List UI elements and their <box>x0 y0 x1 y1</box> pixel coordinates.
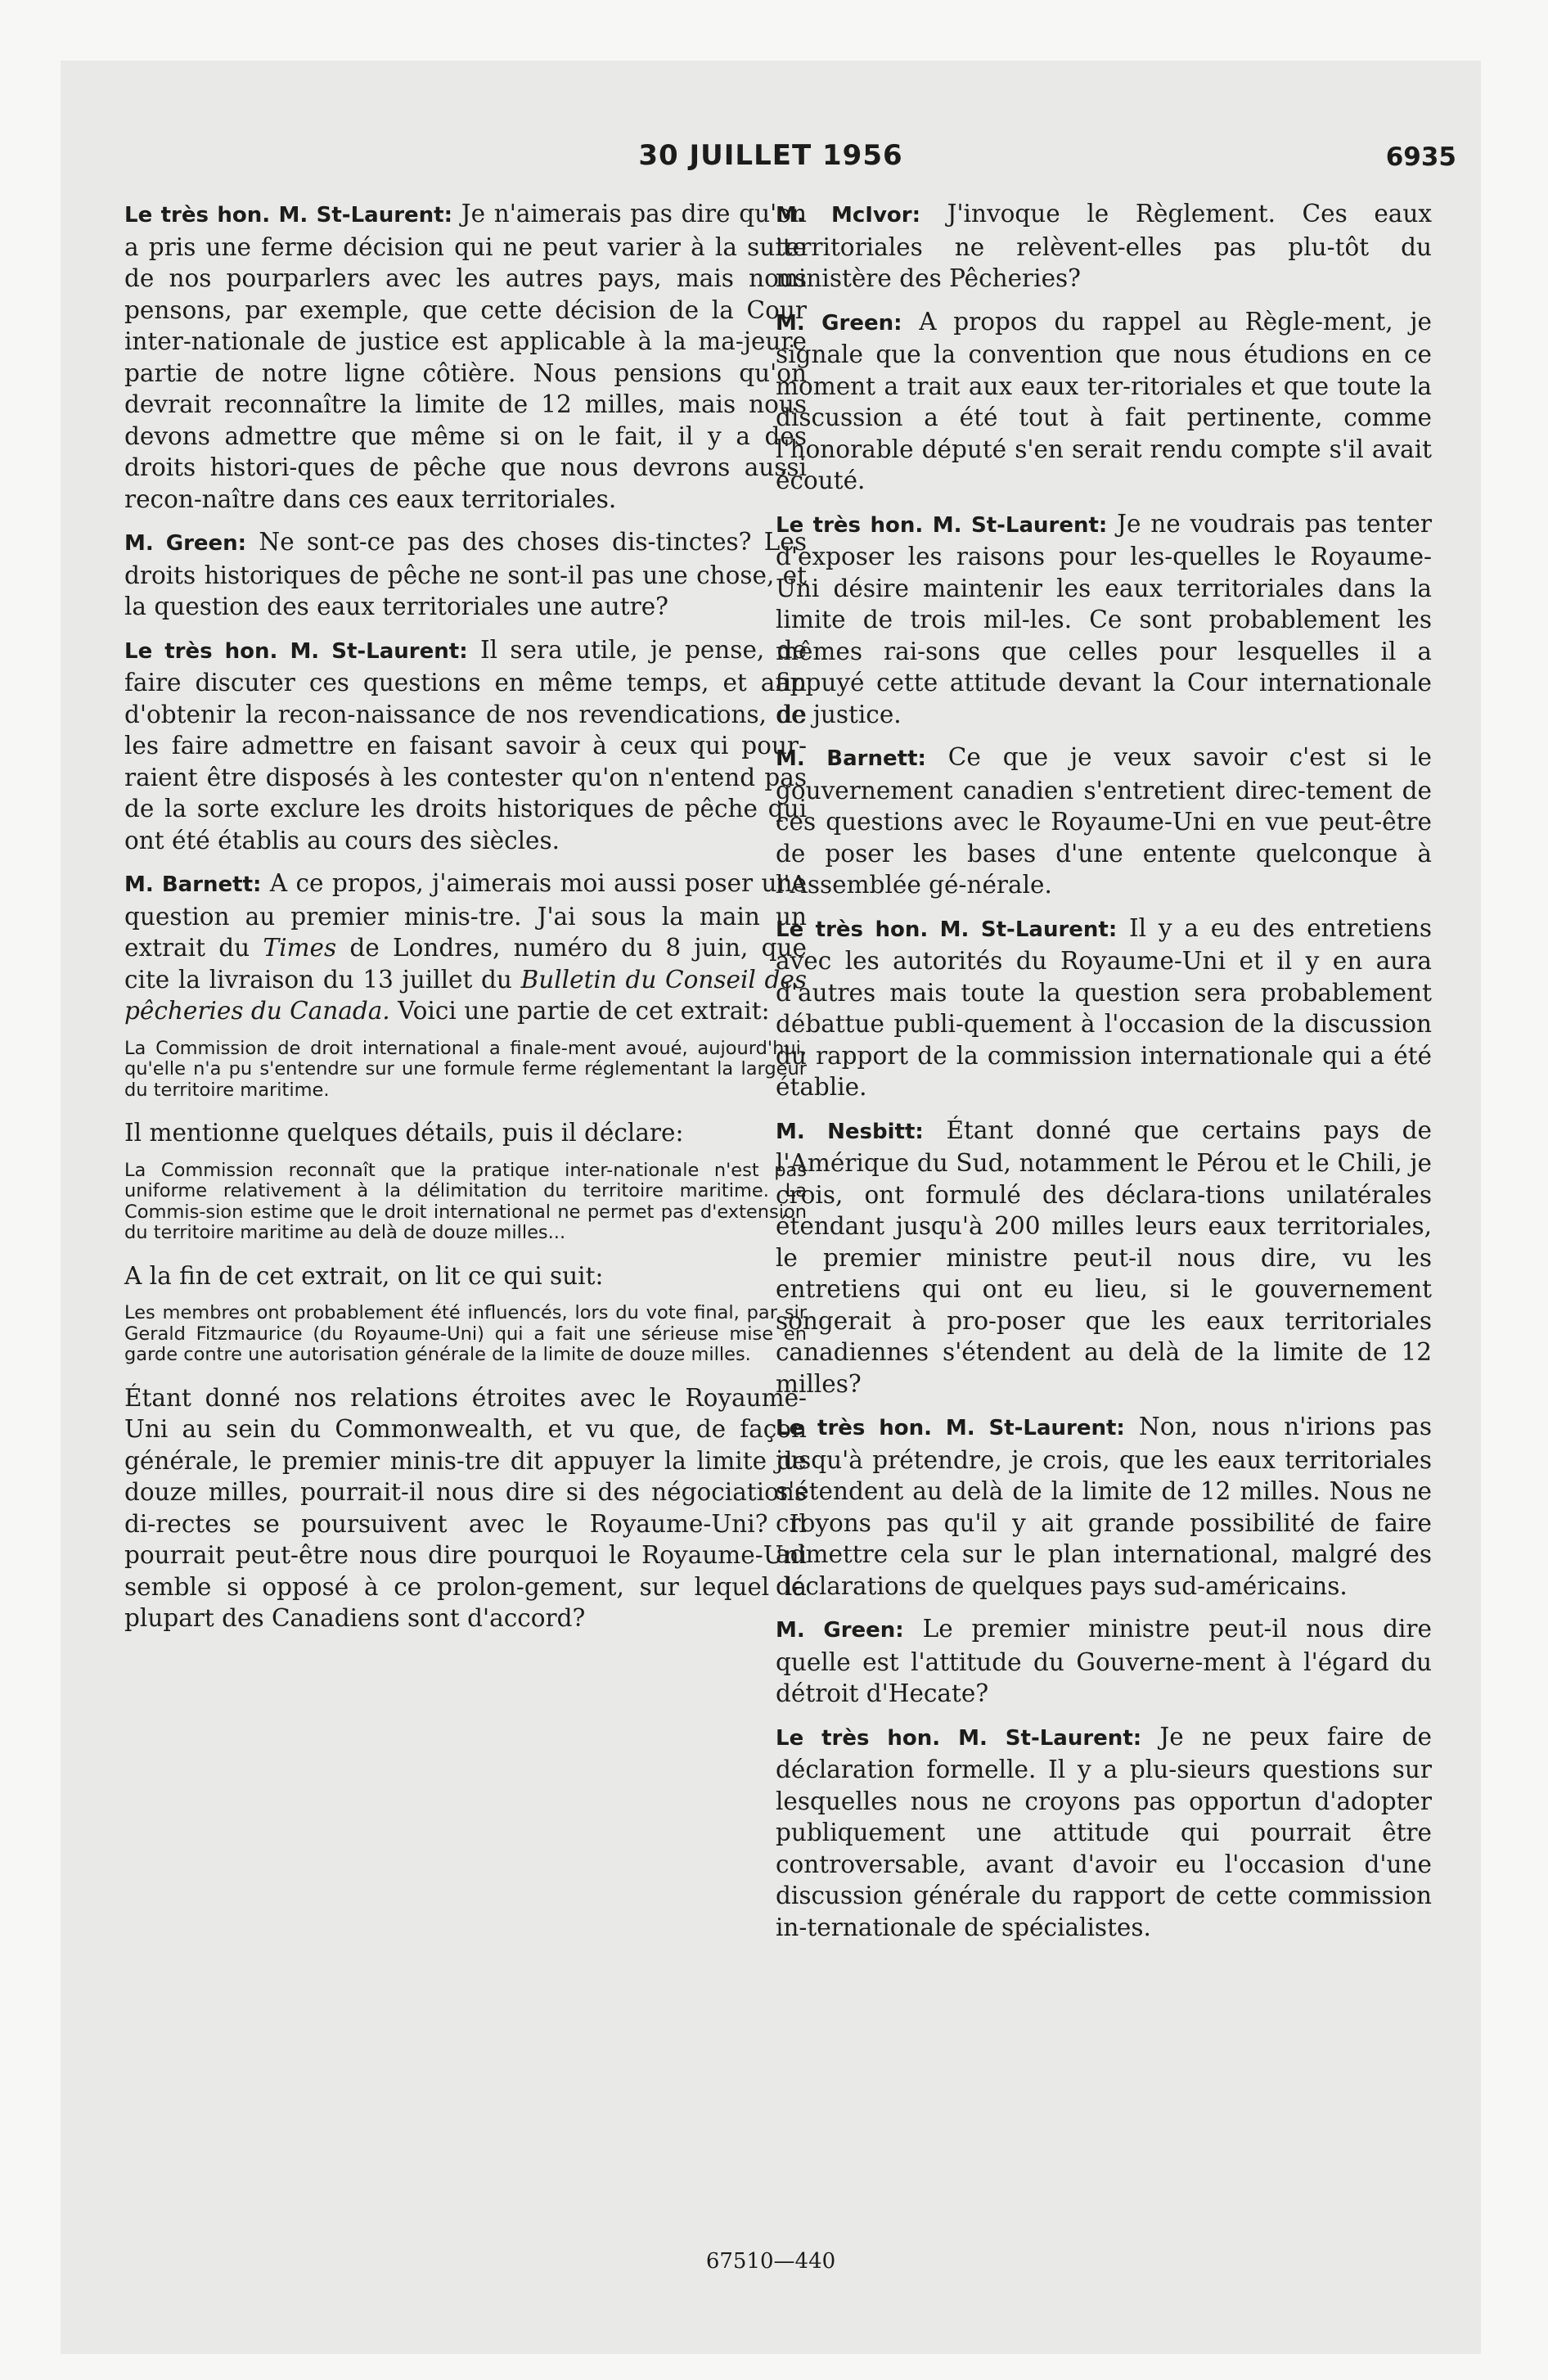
paragraph <box>776 1115 1432 1400</box>
paragraph <box>776 1411 1432 1602</box>
paragraph <box>124 868 807 1027</box>
block-quote: La Commission de droit international a finale-ment avoué, aujourd'hui, qu'elle n'a pu s'entendre sur une formule ferme réglementant la largeur du territoire maritime. <box>124 1037 807 1101</box>
paragraph-text: Le premier ministre peut-il nous dire quelle est l'attitude du Gouverne-ment à l'égard du détroit d'Hecate? <box>776 1615 1432 1707</box>
paragraph <box>124 198 807 515</box>
paragraph-text: Je ne voudrais pas tenter d'exposer les raisons pour les-quelles le Royaume-Uni désire maintenir les eaux territoriales dans la limite de trois mil-les. Ce sont probablement les mêmes rai-sons que celles pour lesquelles il a appuyé cette attitude devant la Cour internationale de justice. <box>776 509 1432 728</box>
speaker-name: M. Nesbitt: <box>776 1119 924 1144</box>
italic-title: Times <box>263 934 337 962</box>
speaker-name: Le très hon. M. St-Laurent: <box>776 512 1108 538</box>
speaker-name: Le très hon. M. St-Laurent: <box>776 1416 1125 1440</box>
paragraph <box>776 508 1432 731</box>
paragraph <box>124 634 807 857</box>
speaker-name: Le très hon. M. St-Laurent: <box>776 1725 1142 1751</box>
block-quote: Les membres ont probablement été influencés, lors du vote final, par sir Gerald Fitzmaurice (du Royaume-Uni) qui a fait une sérieuse mise en garde contre une autorisation générale de la limite de douze milles. <box>124 1302 807 1365</box>
paragraph <box>776 306 1432 497</box>
paragraph-text: J'invoque le Règlement. Ces eaux territoriales ne relèvent-elles pas plu-tôt du ministère des Pêcheries? <box>776 200 1432 292</box>
paragraph: Il mentionne quelques détails, puis il déclare: <box>124 1119 684 1147</box>
paragraph-text: A propos du rappel au Règle-ment, je signale que la convention que nous étudions en ce moment a trait aux eaux ter-ritoriales et que toute la discussion a été tout à fait pertinente, comme l'honorable député s'en serait rendu compte s'il avait écouté. <box>776 307 1432 494</box>
right-column <box>776 198 1432 1954</box>
paragraph-text: de Londres, numéro du 8 juin, que cite la livraison du 13 juillet du <box>124 934 807 994</box>
speaker-name: M. Green: <box>776 310 902 336</box>
speaker-name: M. Green: <box>776 1618 904 1643</box>
paragraph-text: Je ne peux faire de déclaration formelle. Il y a plu-sieurs questions sur lesquelles nous ne croyons pas opportun d'adopter publiquement une attitude qui pourrait être controversable, avant d'avoir eu l'occasion d'une discussion générale du rapport de cette commission in-ternationale de spécialistes. <box>776 1722 1432 1941</box>
footer-code: 67510—440 <box>705 2249 836 2274</box>
speaker-name: M. Barnett: <box>124 872 262 897</box>
paragraph: A la fin de cet extrait, on lit ce qui suit: <box>124 1261 604 1290</box>
document-page <box>61 61 1481 2354</box>
speaker-name: M. McIvor: <box>776 203 921 228</box>
speaker-name: M. Barnett: <box>776 746 926 771</box>
page-header <box>61 139 1481 188</box>
speaker-name: Le très hon. M. St-Laurent: <box>776 917 1118 942</box>
paragraph <box>124 526 807 623</box>
paragraph-text: Étant donné que certains pays de l'Amérique du Sud, notamment le Pérou et le Chili, je crois, ont formulé des déclara-tions unilatérales étendant jusqu'à 200 milles leurs eaux territoriales, le premier ministre peut-il nous dire, vu les entretiens qui ont eu lieu, si le gouvernement songerait à pro-poser que les eaux territoriales canadiennes s'étendent au delà de la limite de 12 milles? <box>776 1116 1432 1398</box>
paragraph-text: Je n'aimerais pas dire qu'on a pris une ferme décision qui ne peut varier à la suite de nos pourparlers avec les autres pays, mais nous pensons, par exemple, que cette décision de la Cour inter-nationale de justice est applicable à la ma-jeure partie de notre ligne côtière. Nous pensions qu'on devrait reconnaître la limite de 12 milles, mais nous devons admettre que même si on le fait, il y a des droits histori-ques de pêche que nous devrons aussi recon-naître dans ces eaux territoriales. <box>124 200 807 513</box>
paragraph <box>776 198 1432 295</box>
paragraph-text: Il sera utile, je pense, de faire discuter ces questions en même temps, et afin d'obtenir la recon-naissance de nos revendications, de les faire admettre en faisant savoir à ceux qui pour-raient être disposés à les contester qu'on n'entend pas de la sorte exclure les droits historiques de pêche qui ont été établis au cours des siècles. <box>124 635 807 854</box>
speaker-name: M. Green: <box>124 531 247 556</box>
italic-title: Bulletin du Conseil des pêcheries du Canada. <box>124 965 807 1025</box>
paragraph-text: Ne sont-ce pas des choses dis-tinctes? Les droits historiques de pêche ne sont-il pas une chose, et la question des eaux territoriales une autre? <box>124 528 807 620</box>
block-quote: La Commission reconnaît que la pratique inter-nationale n'est pas uniforme relativement à la délimitation du territoire maritime. La Commis-sion estime que le droit international ne permet pas d'extension du territoire maritime au delà de douze milles... <box>124 1159 807 1243</box>
header-date: 30 JUILLET 1956 <box>638 139 903 172</box>
paragraph-text: Il y a eu des entretiens avec les autorités du Royaume-Uni et il y en aura d'autres mais toute la question sera probablement débattue publi-quement à l'occasion de la discussion du rapport de la commission internationale qui a été établie. <box>776 913 1432 1101</box>
paragraph-text: A ce propos, j'aimerais moi aussi poser une question au premier minis-tre. J'ai sous la main un extrait du <box>124 869 807 962</box>
paragraph-text: Voici une partie de cet extrait: <box>398 997 770 1025</box>
speaker-name: Le très hon. M. St-Laurent: <box>124 638 468 664</box>
paragraph-text: Non, nous n'irions pas jusqu'à prétendre, je crois, que les eaux territoriales s'étendent au delà de la limite de 12 milles. Nous ne croyons pas qu'il y ait grande possibilité de faire admettre cela sur le plan international, malgré des déclarations de quelques pays sud-américains. <box>776 1413 1432 1600</box>
paragraph: Étant donné nos relations étroites avec le Royaume-Uni au sein du Commonwealth, et vu que, de façon générale, le premier minis-tre dit appuyer la limite de douze milles, pourrait-il nous dire si des négociations di-rectes se poursuivent avec le Royaume-Uni? Il pourrait peut-être nous dire pourquoi le Royaume-Uni semble si opposé à ce prolon-gement, sur lequel la plupart des Canadiens sont d'accord? <box>124 1383 807 1632</box>
page-number: 6935 <box>1385 142 1456 172</box>
paragraph <box>776 741 1432 901</box>
speaker-name: Le très hon. M. St-Laurent: <box>124 203 453 228</box>
paragraph <box>776 1721 1432 1944</box>
paragraph <box>776 1613 1432 1710</box>
left-column <box>124 198 807 1646</box>
paragraph <box>776 913 1432 1103</box>
paragraph-text: Ce que je veux savoir c'est si le gouvernement canadien s'entretient direc-tement de ces questions avec le Royaume-Uni en vue peut-être de poser les bases d'une entente quelconque à l'Assemblée gé-nérale. <box>776 743 1432 899</box>
